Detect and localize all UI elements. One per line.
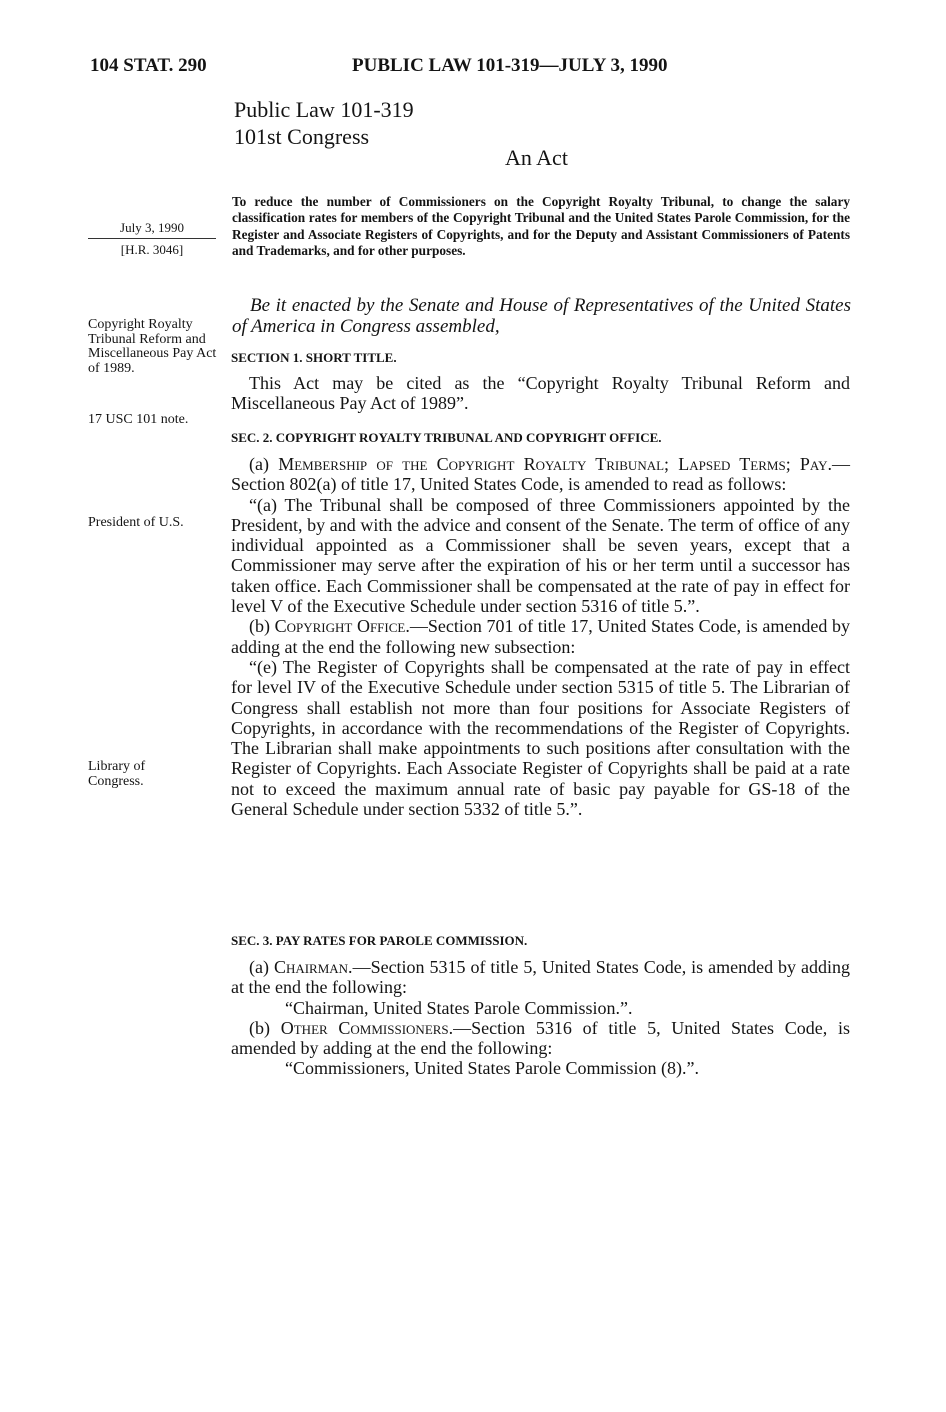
section-3a-paragraph — [231, 957, 850, 998]
margin-note-president: President of U.S. — [88, 515, 184, 530]
section-2a-quote: “(a) The Tribunal shall be composed of three Commissioners appointed by the President, by and with the advice and consent of the Senate. The term of office of any individual appointed as a Commissioner shall be seven years, except that a Commissioner may serve after the expiration of his or her term until a successor has taken office. Each Commissioner shall be compensated at the rate of pay in effect for level V of the Executive Schedule under section 5316 of title 5.”. — [231, 494, 850, 617]
section-2b-quote: “(e) The Register of Copyrights shall be compensated at the rate of pay in effect for level IV of the Executive Schedule under section 5315 of title 5. The Librarian of Congress shall establish not more than four positions for Associate Registers of Copyrights, in accordance with the recommendations of the Register of Copyrights. The Librarian shall make appointments to such positions after consultation with the Register of Copyrights. Each Associate Register of Copyrights shall be paid at a rate not to exceed the maximum annual rate of basic pay payable for GS-18 of the General Schedule under section 5332 of title 5.”. — [231, 656, 850, 820]
section-3a-quote: “Chairman, United States Parole Commission.”. — [285, 997, 633, 1018]
section-2b-label: (b) — [249, 616, 275, 637]
section-3b-quote: “Commissioners, United States Parole Commission (8).”. — [285, 1058, 699, 1079]
section-3b-text: —Section 5316 of title 5, United States Code, is amended by adding at the end the following: — [231, 1017, 850, 1059]
margin-note-library: Library of Congress. — [88, 759, 146, 789]
enacting-clause: Be it enacted by the Senate and House of Representatives of the United States of America in Congress assembled, — [232, 295, 851, 337]
section-3b-paragraph — [231, 1018, 850, 1059]
date-block — [88, 220, 216, 258]
section-2b-paragraph — [231, 616, 850, 657]
section-2a-label: (a) — [249, 454, 279, 474]
section-3b-label: (b) — [249, 1017, 281, 1038]
law-title-block — [234, 96, 414, 150]
bill-number: [H.R. 3046] — [120, 242, 184, 257]
section-2a-text: —Section 802(a) of title 17, United States Code, is amended to read as follows: — [231, 454, 850, 495]
enactment-date: July 3, 1990 — [88, 220, 216, 239]
act-heading: An Act — [505, 145, 568, 170]
section-3a-caption: Chairman. — [273, 957, 353, 977]
section-3b-caption: Other Commissioners. — [280, 1017, 454, 1038]
section-3-body — [231, 957, 850, 1079]
section-3a-label: (a) — [249, 957, 274, 977]
congress-label: 101st Congress — [234, 124, 370, 149]
section-3-heading: SEC. 3. PAY RATES FOR PAROLE COMMISSION. — [231, 933, 528, 948]
margin-note-short-title: Copyright Royalty Tribunal Reform and Miscellaneous Pay Act of 1989. — [88, 317, 217, 376]
section-2-heading: SEC. 2. COPYRIGHT ROYALTY TRIBUNAL AND COPYRIGHT OFFICE. — [231, 430, 662, 445]
running-title: PUBLIC LAW 101-319—JULY 3, 1990 — [352, 55, 668, 76]
section-2b-caption: Copyright Office. — [274, 616, 410, 637]
section-1-text: This Act may be cited as the “Copyright Royalty Tribunal Reform and Miscellaneous Pay Act of 1989”. — [231, 373, 850, 413]
section-1-heading: SECTION 1. SHORT TITLE. — [231, 350, 397, 365]
section-2a-caption: Membership of the Copyright Royalty Tribunal; Lapsed Terms; Pay. — [278, 454, 832, 474]
section-3a-text: —Section 5315 of title 5, United States Code, is amended by adding at the end the following: — [231, 957, 850, 998]
section-2-body — [231, 454, 850, 819]
page-reference: 104 STAT. 290 — [90, 55, 207, 76]
margin-note-usc: 17 USC 101 note. — [88, 412, 189, 427]
public-law-number: Public Law 101-319 — [234, 97, 414, 122]
purpose-statement: To reduce the number of Commissioners on the Copyright Royalty Tribunal, to change the salary classification rates for members of the Copyright Tribunal and the United States Parole Commission, for the Register and Associate Registers of Copyrights, and for the Deputy and Assistant Commissioners of Patents and Trademarks, and for other purposes. — [232, 194, 850, 259]
section-2b-text: —Section 701 of title 17, United States Code, is amended by adding at the end the following new subsection: — [231, 616, 850, 657]
section-2a-paragraph — [231, 454, 850, 495]
